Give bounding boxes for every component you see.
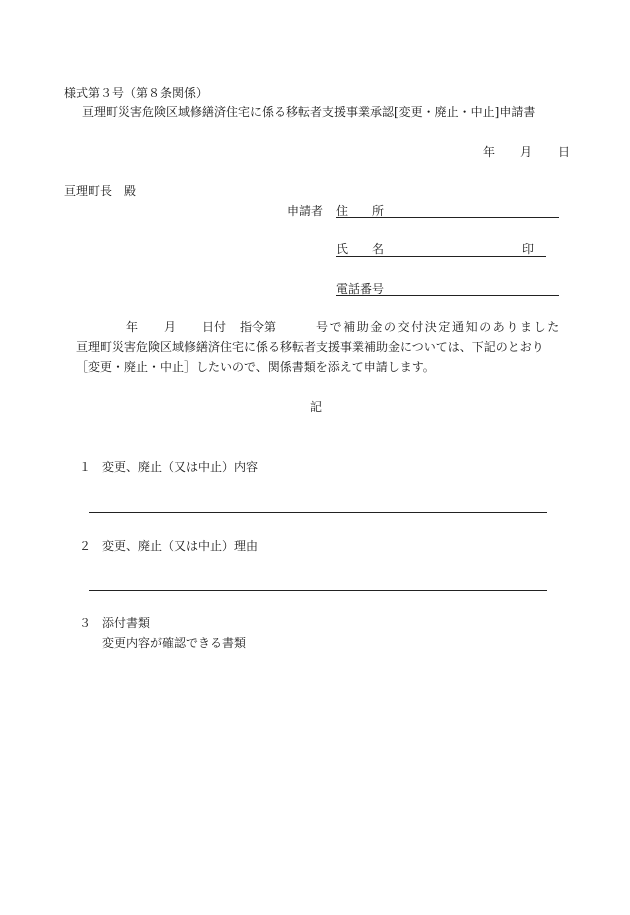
date-year: 年 [483,145,496,159]
body-line-3: ［変更・廃止・中止］したいので、関係書類を添えて申請します。 [76,360,435,374]
body-date-suffix: 日付 [202,320,227,334]
body-notice: 号で補助金の交付決定通知のありました [316,320,561,334]
date-month: 月 [520,145,533,159]
body-year: 年 [126,320,139,334]
item-2-label: 変更、廃止（又は中止）理由 [102,539,259,553]
ki-heading: 記 [310,400,323,414]
item-1-number: １ [79,460,92,474]
body-month: 月 [164,320,177,334]
name-label: 氏 名 [336,242,385,256]
item-1-label: 変更、廃止（又は中止）内容 [102,460,259,474]
form-number: 様式第３号（第８条関係） [64,86,209,100]
item-2-answer-line [89,590,547,591]
phone-underline [336,295,559,296]
form-title: 亘理町災害危険区域修繕済住宅に係る移転者支援事業承認[変更・廃止・中止]申請書 [82,105,536,119]
body-directive: 指令第 [240,320,277,334]
item-2-number: ２ [79,539,92,553]
address-label: 住 所 [336,204,385,218]
applicant-heading: 申請者 [287,204,324,218]
seal-mark: 印 [522,242,535,256]
item-3-number: ３ [79,616,92,630]
phone-label: 電話番号 [336,282,385,296]
addressee: 亘理町長 殿 [64,184,137,198]
name-underline [336,256,546,257]
date-day: 日 [558,145,571,159]
body-line-2: 亘理町災害危険区域修繕済住宅に係る移転者支援事業補助金については、下記のとおり [76,340,544,354]
item-1-answer-line [89,512,547,513]
address-underline [336,217,559,218]
item-3-detail: 変更内容が確認できる書類 [102,636,247,650]
item-3-label: 添付書類 [102,616,151,630]
